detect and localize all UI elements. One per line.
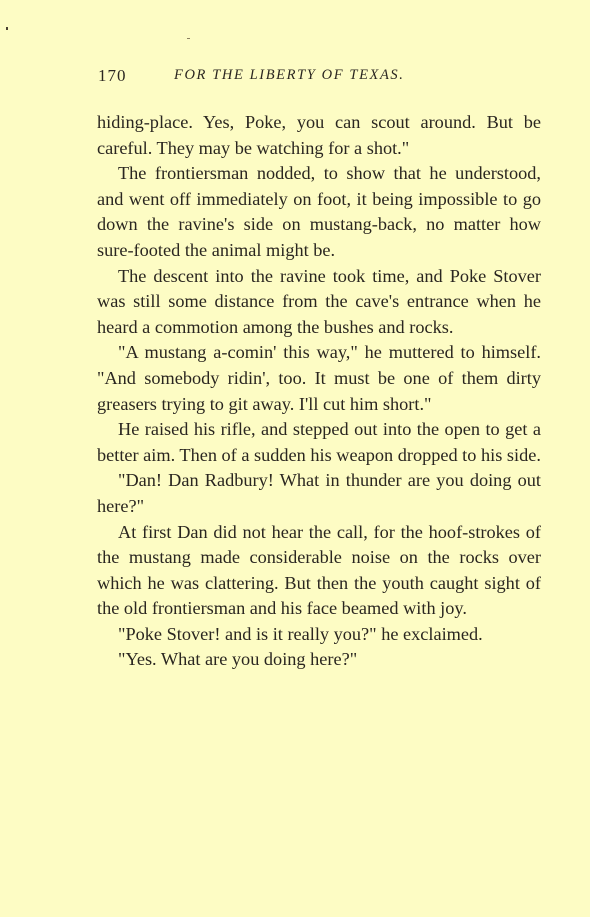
speck-mark: [187, 38, 190, 39]
body-text: [97, 110, 541, 673]
paragraph: He raised his rifle, and stepped out into the open to get a better aim. Then of a sudden his weapon dropped to his side.: [97, 419, 541, 465]
speck-mark: [6, 27, 8, 30]
paragraph: hiding-place. Yes, Poke, you can scout around. But be careful. They may be watching for a shot.": [97, 112, 541, 158]
paragraph: "Yes. What are you doing here?": [118, 649, 358, 670]
paragraph: "A mustang a-comin' this way," he muttered to himself. "And somebody ridin', too. It must be one of them dirty greasers trying to git away. I'll cut him short.": [97, 342, 541, 414]
paragraph: The descent into the ravine took time, and Poke Stover was still some distance from the cave's entrance when he heard a commotion among the bushes and rocks.: [97, 265, 541, 337]
paragraph: "Poke Stover! and is it really you?" he exclaimed.: [118, 623, 483, 644]
paragraph: "Dan! Dan Radbury! What in thunder are you doing out here?": [97, 470, 541, 516]
running-title: FOR THE LIBERTY OF TEXAS.: [174, 67, 405, 83]
paragraph: The frontiersman nodded, to show that he understood, and went off immediately on foot, it being impossible to go down the ravine's side on mustang-back, no matter how sure-footed the animal might be.: [97, 163, 541, 260]
page-number: 170: [98, 66, 127, 85]
page-header: [98, 66, 542, 88]
paragraph: At first Dan did not hear the call, for the hoof-strokes of the mustang made considerable noise on the rocks over which he was clattering. But then the youth caught sight of the old frontiersman and his face beamed with joy.: [97, 521, 541, 619]
